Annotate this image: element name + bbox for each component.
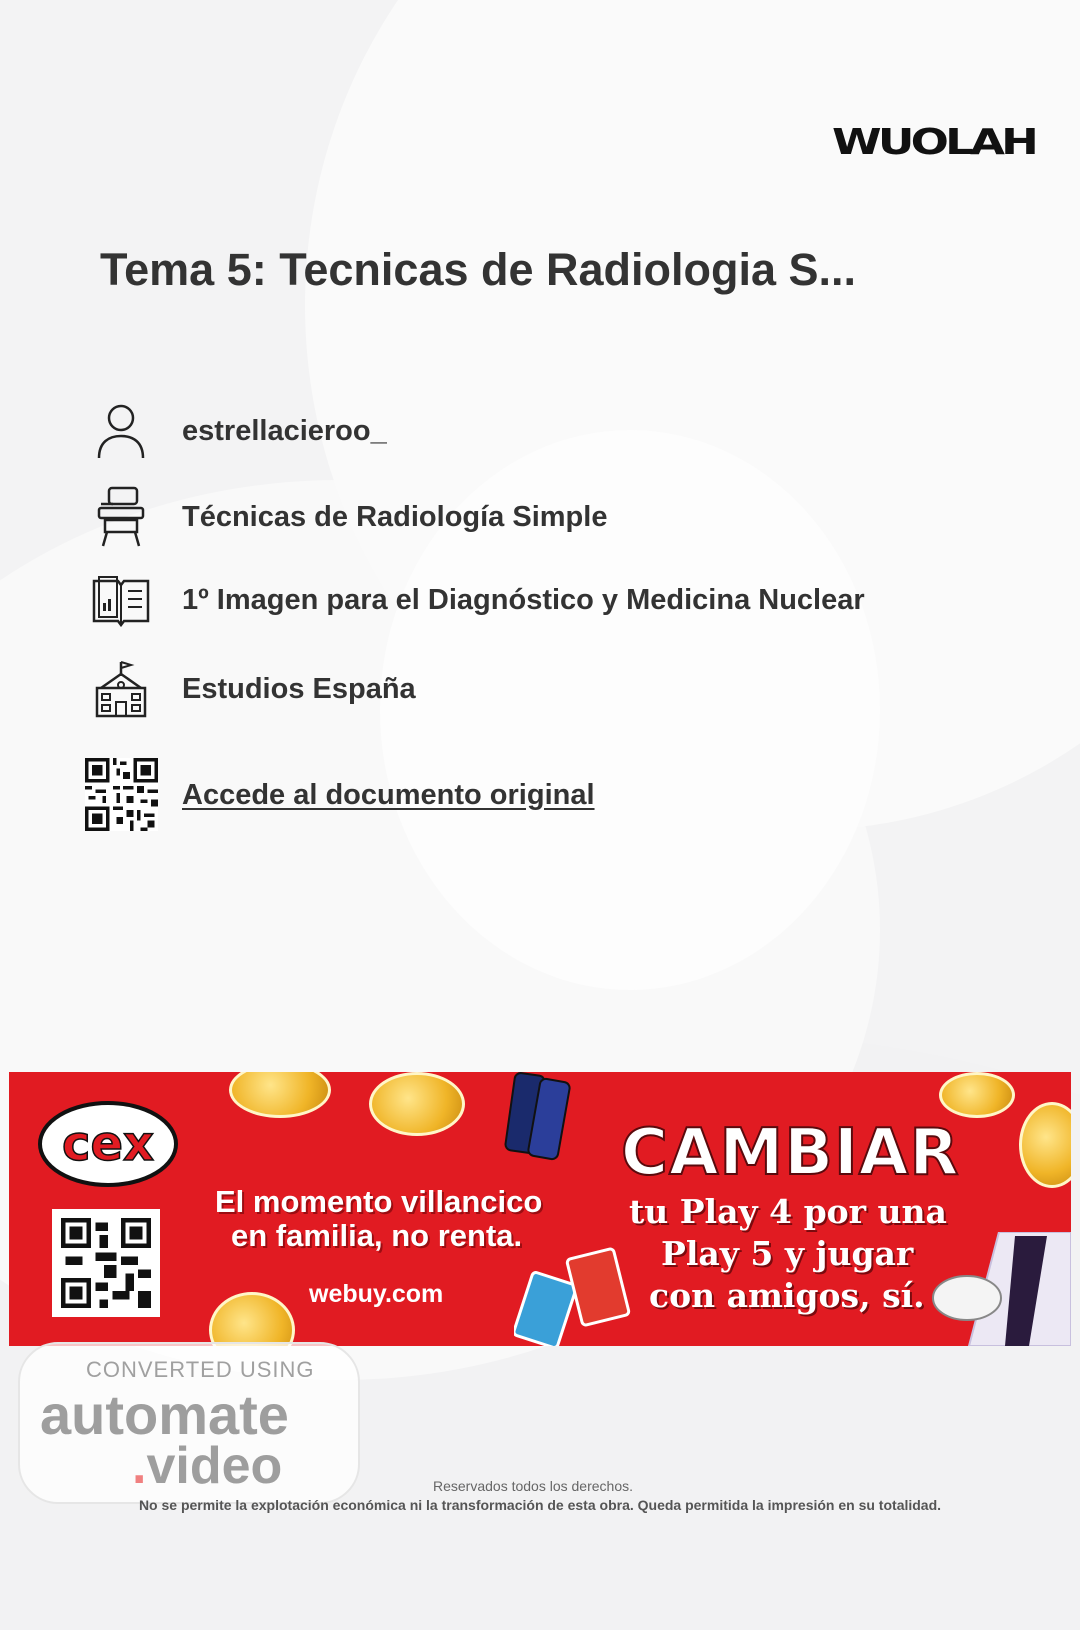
footer-notice: No se permite la explotación económica ni la transformación de esta obra. Queda permitida la impresión en su totalidad.: [138, 1497, 942, 1513]
user-icon: [88, 398, 154, 464]
author-name: estrellacieroo_: [182, 414, 387, 447]
footer-rights: Reservados todos los derechos.: [433, 1478, 633, 1494]
school-building-icon: [88, 656, 154, 722]
school-row: [88, 656, 416, 722]
original-link-row: [88, 762, 595, 828]
student-desk-icon: [88, 484, 154, 550]
watermark-line: .video: [132, 1437, 283, 1495]
coin-decoration: [369, 1072, 465, 1136]
console-image: [929, 1232, 1071, 1346]
course-row: [88, 567, 865, 633]
author-row: [88, 398, 387, 464]
ad-tagline: en familia, no renta.: [231, 1218, 523, 1253]
advertisement-banner[interactable]: [9, 1072, 1071, 1346]
game-cases-image: [514, 1247, 644, 1346]
original-document-link[interactable]: Accede al documento original: [182, 778, 595, 811]
watermark-line: automate: [40, 1383, 289, 1446]
subject-row: [88, 484, 608, 550]
ad-line: Play 5 y jugar: [661, 1234, 914, 1273]
ad-headline: CAMBIAR: [621, 1116, 960, 1190]
document-title: Tema 5: Tecnicas de Radiologia S...: [100, 244, 857, 295]
svg-text:cex: cex: [62, 1116, 154, 1172]
coin-decoration: [209, 1292, 295, 1346]
subject-name: Técnicas de Radiología Simple: [182, 500, 608, 533]
school-name: Estudios España: [182, 672, 416, 705]
wuolah-logo: WUOLAH: [832, 122, 1036, 163]
ad-qr-code-icon: [61, 1218, 151, 1308]
cex-logo: [37, 1100, 179, 1188]
ad-line: con amigos, sí.: [649, 1276, 925, 1315]
watermark-line: CONVERTED USING: [86, 1357, 315, 1382]
phone-image: [504, 1072, 574, 1164]
coin-decoration: [1019, 1102, 1071, 1188]
coin-decoration: [939, 1072, 1015, 1118]
ad-line: tu Play 4 por una: [629, 1192, 947, 1231]
book-icon: [88, 567, 154, 633]
ad-tagline: El momento villancico: [215, 1184, 543, 1219]
course-name: 1º Imagen para el Diagnóstico y Medicina Nuclear: [182, 583, 865, 616]
ad-website[interactable]: webuy.com: [309, 1280, 444, 1308]
coin-decoration: [229, 1072, 331, 1118]
